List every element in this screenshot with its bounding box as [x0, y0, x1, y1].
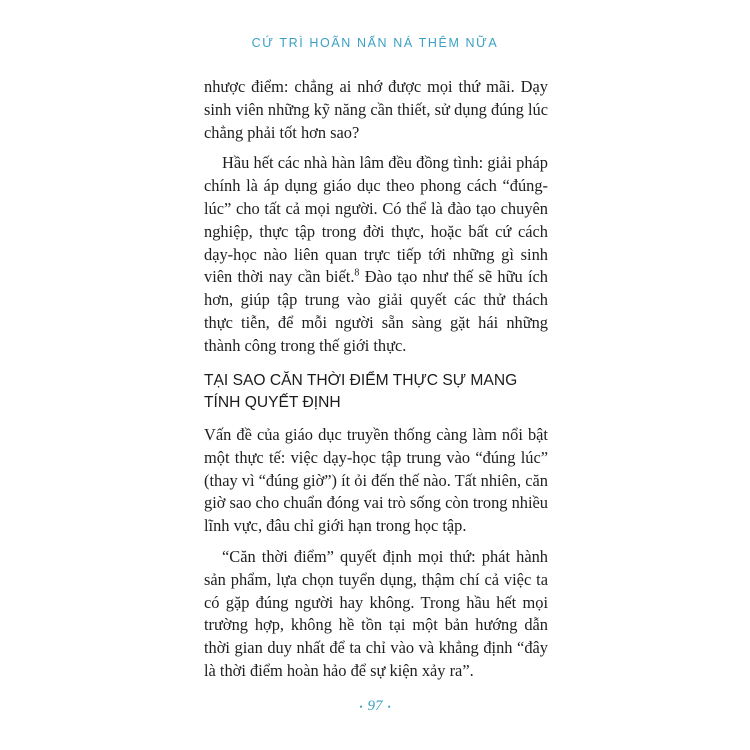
bullet-left-icon: •	[359, 701, 363, 712]
paragraph-text-after-footnote: Đào tạo như thế sẽ hữu ích hơn, giúp tập trung vào giải quyết các thử thách thực tiễn, để mỗi người sẵn sàng gặt hái những thành công trong thế giới thực.	[204, 267, 548, 355]
paragraph-continued: nhược điểm: chẳng ai nhớ được mọi thứ mãi. Dạy sinh viên những kỹ năng cần thiết, sử dụng đúng lúc chẳng phải tốt hơn sao?	[204, 77, 548, 142]
body-text-top	[204, 76, 548, 358]
page-number-footer	[0, 698, 750, 715]
paragraph-timing: “Căn thời điểm” quyết định mọi thứ: phát hành sản phẩm, lựa chọn tuyển dụng, thậm chí cả việc ta có gặp đúng người hay không. Trong hầu hết mọi trường hợp, không hề tồn tại một bản hướng dẫn thời gian duy nhất để ta chỉ vào và khẳng định “đây là thời điểm hoàn hảo để sự kiện xảy ra”.	[204, 546, 548, 680]
section-heading: TẠI SAO CĂN THỜI ĐIỂM THỰC SỰ MANG TÍNH QUYẾT ĐỊNH	[204, 372, 518, 411]
bullet-right-icon: •	[387, 701, 391, 712]
running-head: CỨ TRÌ HOÃN NẤN NÁ THÊM NỮA	[251, 36, 499, 50]
page-number: 97	[367, 698, 383, 714]
paragraph-academics	[204, 152, 548, 357]
paragraph-problem: Vấn đề của giáo dục truyền thống càng làm nổi bật một thực tế: việc dạy-học tập trung vào “đúng lúc” (thay vì “đúng giờ”) ít ỏi đến thế nào. Tất nhiên, căn giờ sao cho chuẩn đóng vai trò sống còn trong nhiều lĩnh vực, đâu chỉ giới hạn trong học tập.	[204, 425, 548, 536]
paragraph-text-before-footnote: Hầu hết các nhà hàn lâm đều đồng tình: giải pháp chính là áp dụng giáo dục theo phong cách “đúng-lúc” cho tất cả mọi người. Có thể là đào tạo chuyên nghiệp, thực tập trong đời thực, hoặc bất cứ cách dạy-học nào liên quan trực tiếp tới những gì sinh viên thời nay cần biết.	[204, 153, 548, 287]
body-text-bottom	[204, 424, 548, 683]
footnote-marker: 8	[354, 267, 360, 279]
